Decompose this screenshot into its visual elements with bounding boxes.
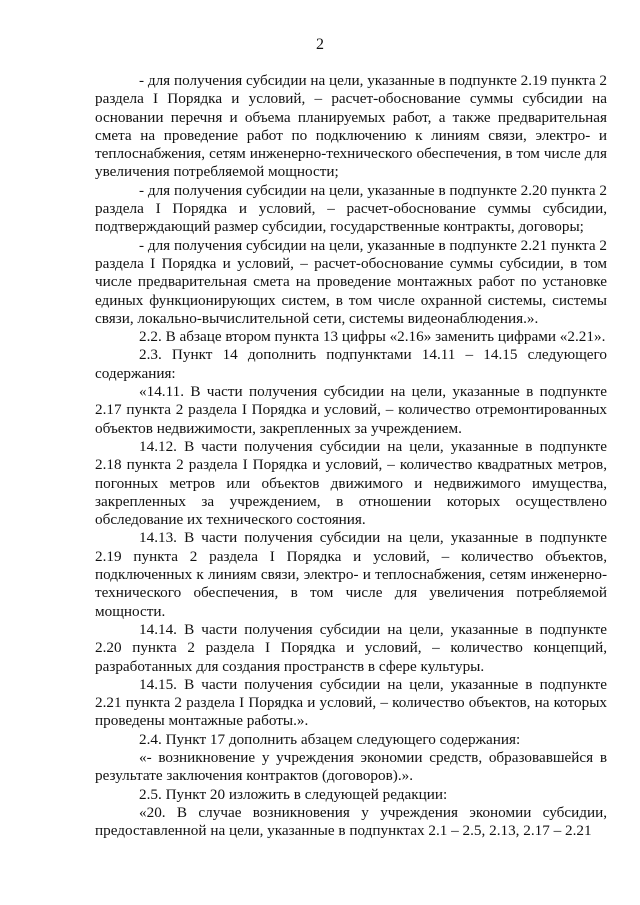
paragraph-14-12: 14.12. В части получения субсидии на цели, указанные в подпункте 2.18 пункта 2 раздела I Порядка и условий, – количество квадратных метров, погонных метров или объектов движимого и недвижимого имущества, закрепленных за учреждением, в отношении которых осуществлено обследование их технического состояния. [95, 437, 607, 529]
document-body [95, 72, 607, 840]
paragraph-2-5: 2.5. Пункт 20 изложить в следующей редакции: [139, 785, 448, 803]
paragraph-2-2: 2.2. В абзаце втором пункта 13 цифры «2.16» заменить цифрами «2.21». [139, 328, 606, 346]
paragraph-14-14: 14.14. В части получения субсидии на цели, указанные в подпункте 2.20 пункта 2 раздела I Порядка и условий, – количество концепций, разработанных для создания пространств в сфере культуры. [95, 620, 607, 675]
paragraph-14-13: 14.13. В части получения субсидии на цели, указанные в подпункте 2.19 пункта 2 раздела I Порядка и условий, – количество объектов, подключенных к линиям связи, электро- и теплоснабжения, сетям инженерно-технического обеспечения, в том числе для увеличения потребляемой мощности. [95, 529, 607, 620]
paragraph-14-15: 14.15. В части получения субсидии на цели, указанные в подпункте 2.21 пункта 2 раздела I Порядка и условий, – количество объектов, на которых проведены монтажные работы.». [95, 675, 607, 730]
paragraph-14-11: «14.11. В части получения субсидии на цели, указанные в подпункте 2.17 пункта 2 раздела I Порядка и условий, – количество отремонтированных объектов недвижимости, закрепленных за учреждением. [95, 383, 607, 437]
paragraph-subsidy-2-20: - для получения субсидии на цели, указанные в подпункте 2.20 пункта 2 раздела I Порядка и условий, – расчет-обоснование суммы субсидии, подтверждающий размер субсидии, государственные контракты, договоры; [95, 181, 607, 236]
paragraph-20: «20. В случае возникновения у учреждения экономии субсидии, предоставленной на цели, указанные в подпунктах 2.1 – 2.5, 2.13, 2.17 – 2.21 [95, 803, 607, 840]
paragraph-economy-clause: «- возникновение у учреждения экономии средств, образовавшейся в результате заключения контрактов (договоров).». [95, 748, 607, 785]
page-number: 2 [316, 36, 324, 53]
paragraph-2-3: 2.3. Пункт 14 дополнить подпунктами 14.11 – 14.15 следующего содержания: [95, 346, 607, 382]
paragraph-subsidy-2-21: - для получения субсидии на цели, указанные в подпункте 2.21 пункта 2 раздела I Порядка и условий, – расчет-обоснование суммы субсидии, в том числе предварительная смета на проведение монтажных работ по установке единых функционирующих систем, в том числе охранной системы, системы связи, локально-вычислительной сети, системы видеонаблюдения.». [95, 236, 607, 327]
paragraph-subsidy-2-19: - для получения субсидии на цели, указанные в подпункте 2.19 пункта 2 раздела I Порядка и условий, – расчет-обоснование суммы субсидии на основании перечня и объема планируемых работ, а также предварительная смета на проведение работ по подключению к линиям связи, электро- и теплоснабжения, сетям инженерно-технического обеспечения, в том числе для увеличения потребляемой мощности; [95, 72, 607, 181]
paragraph-2-4: 2.4. Пункт 17 дополнить абзацем следующего содержания: [139, 730, 521, 748]
